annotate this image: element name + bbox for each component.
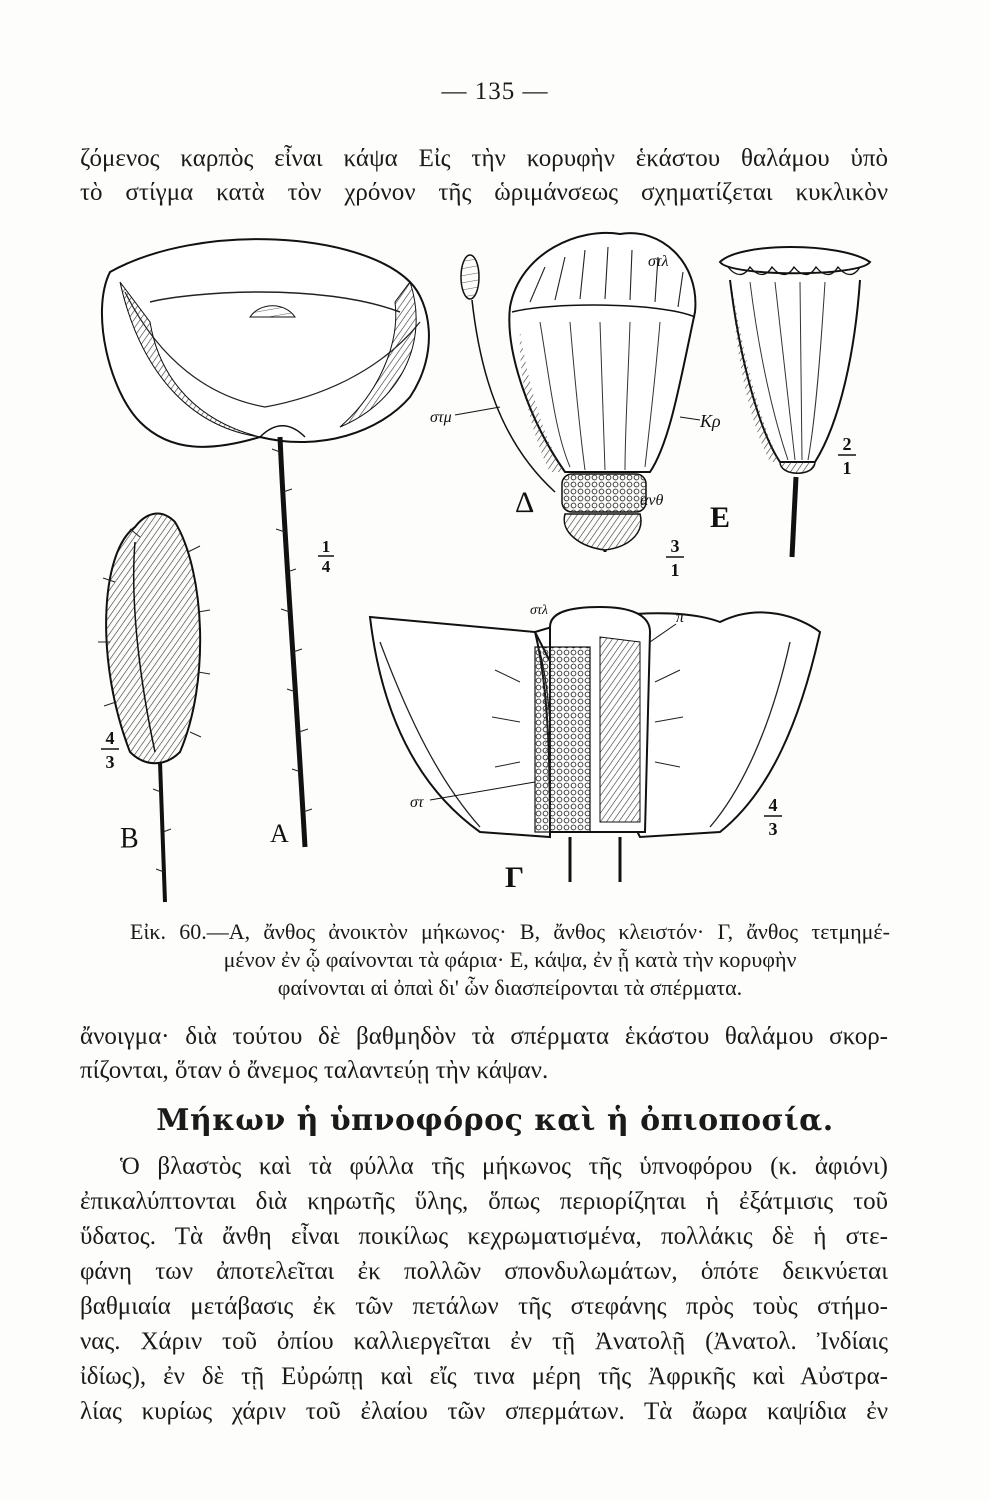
text-line: πίζονται, ὅταν ὁ ἄνεμος ταλαντεύῃ τὴν κάψαν. <box>80 1057 549 1084</box>
text-line: ζόμενος καρπὸς εἶναι κάψα Εἰς τὴν κορυφὴν ἑκάστου θαλάμου ὑπὸ <box>80 145 888 172</box>
label-g: Γ <box>505 861 525 894</box>
figure-caption-line: Εἰκ. 60.—Α, ἄνθος ἀνοικτὸν μήκωνος· Β, ἄνθος κλειστόν· Γ, ἄνθος τετμημέ- <box>130 919 890 944</box>
page-number: — 135 — <box>441 78 549 105</box>
scale-g <box>764 795 782 839</box>
svg-text:3: 3 <box>105 752 115 772</box>
svg-text:4: 4 <box>768 795 778 815</box>
text-line: ἐπικαλύπτονται διὰ κηρωτῆς ὕλης, ὅπως περιορίζηται ἡ ἐξάτμισις τοῦ <box>80 1188 888 1215</box>
svg-text:3: 3 <box>670 536 680 556</box>
botanical-plate <box>80 222 900 912</box>
section-heading: Μήκων ἡ ὑπνοφόρος καὶ ἡ ὀπιοποσία. <box>156 1103 834 1138</box>
text-line: βαθμιαία μετάβασις ἐκ τῶν πετάλων τῆς στεφάνης πρὸς τοὺς στήμο- <box>80 1293 888 1320</box>
svg-text:3: 3 <box>768 819 778 839</box>
scale-a <box>318 537 334 576</box>
figure-e-capsule-pores <box>720 247 870 557</box>
label-a: Α <box>270 819 289 848</box>
svg-text:1: 1 <box>321 537 331 556</box>
figure-caption-line: φαίνονται αἱ ὀπαὶ δι' ὧν διασπείρονται τὰ σπέρματα. <box>277 975 743 1000</box>
text-line: φάνη των ἀποτελεῖται ἐκ πολλῶν σπονδυλωμάτων, ὁπότε δεικνύεται <box>80 1258 888 1285</box>
label-st: στ <box>410 794 424 811</box>
scale-b <box>101 728 119 772</box>
svg-text:1: 1 <box>842 458 852 478</box>
scale-d <box>666 536 684 580</box>
label-stl-d: στλ <box>648 253 669 270</box>
svg-text:1: 1 <box>670 560 680 580</box>
text-line: ἄνοιγμα· διὰ τούτου δὲ βαθμηδὸν τὰ σπέρματα ἑκάστου θαλάμου σκορ- <box>80 1023 888 1050</box>
label-kr: Κρ <box>700 411 721 431</box>
text-line: νας. Χάριν τοῦ ὀπίου καλλιεργεῖται ἐν τῇ Ἀνατολῇ (Ἀνατολ. Ἰνδίαις <box>80 1328 888 1355</box>
label-e: Ε <box>710 501 731 534</box>
label-p: π <box>676 609 685 626</box>
label-stm: στμ <box>430 409 452 426</box>
text-line: ἰδίως), ἐν δὲ τῇ Εὐρώπῃ καὶ εἴς τινα μέρη τῆς Ἀφρικῆς καὶ Αὐστρα- <box>80 1363 888 1390</box>
scale-e <box>838 434 856 478</box>
label-anth: ανθ <box>640 492 664 509</box>
svg-text:4: 4 <box>105 728 115 748</box>
label-b: Β <box>120 823 139 854</box>
figure-b-closed-bud <box>98 514 210 902</box>
label-d: Δ <box>515 486 535 519</box>
text-line: Ὁ βλαστὸς καὶ τὰ φύλλα τῆς μήκωνος τῆς ὑπνοφόρου (κ. ἀφιόνι) <box>120 1153 888 1180</box>
figure-caption-line: μένον ἐν ᾧ φαίνονται τὰ φάρια· Ε, κάψα, ἐν ᾗ κατὰ τὴν κορυφὴν <box>223 947 797 972</box>
svg-text:2: 2 <box>842 434 852 454</box>
text-line: ὕδατος. Τὰ ἄνθη εἶναι ποικίλως κεχρωματισμένα, πολλάκις δὲ ἡ στε- <box>80 1223 888 1250</box>
svg-text:4: 4 <box>321 557 331 576</box>
text-line: λίας κυρίως χάριν τοῦ ἐλαίου τῶν σπερμάτων. Τὰ ἄωρα καψίδια ἐν <box>80 1398 888 1425</box>
label-stl-g: στλ <box>530 603 548 618</box>
figure-g-cut-flower <box>370 607 820 882</box>
text-line: τὸ στίγμα κατὰ τὸν χρόνον τῆς ὡριμάνσεως σχηματίζεται κυκλικὸν <box>80 179 888 206</box>
